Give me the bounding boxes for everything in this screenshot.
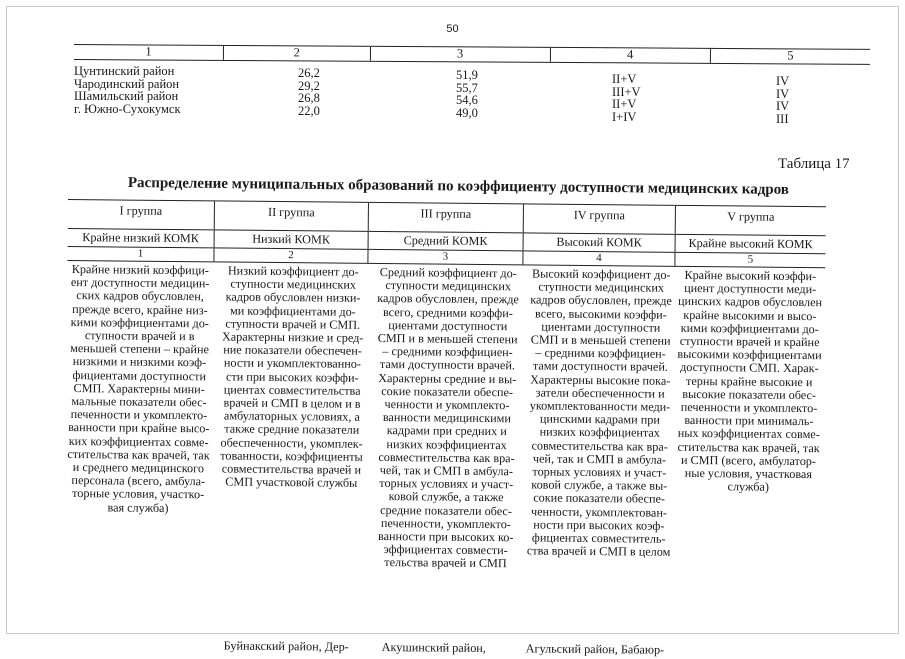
table-row-name: г. Южно-Сухокумск [74,101,181,116]
table-cell: IV [776,86,790,101]
description-group-1: Крайне низкий коэффици- ент доступности медицин- ских кадров обусловлен, прежде всего, крайне низ- кими коэффициентами до- ступности врачей и в меньшей степени – крайне низкими и низкими коэф- фициентами доступности СМП. Характерны мини- мальные показатели обес- печенности и укомплекто- ванности при крайне высо- ких коэффициентах совме- стительства как врачей, так и среднего медицинского персонала (всего, амбула- торные условия, участко- вая служба) [67,262,210,515]
table-cell: I+IV [612,109,637,124]
table-cell: 26,8 [298,91,320,105]
table-cell: III+V [612,84,641,99]
col-4-values [612,73,641,123]
level-header: Крайне низкий КОМК [82,230,199,246]
col-2-values [298,67,320,117]
header-col-2: 2 [223,46,369,61]
table-cell: 49,0 [456,105,478,120]
description-group-2: Низкий коэффициент до- ступности медицинских кадров обусловлен низки- ми коэффициентами до- ступности врачей и СМП. Характерны низкие и сред- ние показатели обеспечен- ности и укомплектованно- сти при высоких коэффи- циентах совместительства врачей и СМП в целом и в амбулаторных условиях, а также средние показатели обеспеченности, укомплек- тованности, коэффициенты совместительства врачей и СМП участковой службы [220,263,364,491]
column-number: 1 [137,247,144,260]
table-cell: IV [776,74,790,88]
table-row-name: Чародинский район [74,76,180,91]
table-cell: II+V [612,72,637,86]
districts-group-2: Буйнакский район, Дер- [223,638,349,654]
descriptions-area [64,261,826,658]
table-cell: 51,9 [456,68,478,82]
table-cell: 55,7 [456,80,478,95]
header-col-5: 5 [710,49,870,64]
header-col-3: 3 [369,47,549,62]
level-header: Высокий КОМК [523,233,675,251]
table-cell: 29,2 [298,78,320,93]
table-row-name: Цунтинский район [74,64,175,78]
column-number: 4 [522,251,674,265]
page-number: 50 [446,23,459,35]
col-5-values [776,75,789,125]
col-3-values [456,69,478,119]
group-header: II группа [214,201,368,230]
districts-group-3: Акушинский район, [381,640,486,656]
group-header: IV группа [523,204,675,233]
table-cell: II+V [612,97,637,111]
column-number: 5 [674,253,825,267]
description-group-5: Крайне высокий коэффи- циент доступности меди- цинских кадров обусловлен крайне высокими и высо- кими коэффициентами до- ступности врачей и крайне высокими коэффициентами доступности СМП. Харак- терны крайне высокие и высокие показатели обес- печенности и укомплекто- ванности при минималь- ных коэффициентах совме- стительства как врачей, так и СМП (всего, амбулатор- ные условия, участковая служба) [677,267,823,494]
description-group-3: Средний коэффициент до- ступности медицинских кадров обусловлен, прежде всего, средними коэффи- циентами доступности СМП и в меньшей степени – средними коэффициен- тами доступности врачей. Характерны средние и вы- сокие показатели обеспе- ченности и укомплекто- ванности медицинскими кадрами при средних и низких коэффициентах совместительства как вра- чей, так и СМП в амбула- торных условиях и участ- ковой службе, а также средние показатели обес- печенности, укомплекто- ванности при высоких ко- эффициентах совмести- тельства врачей и СМП [377,264,519,571]
continued-table [74,44,870,133]
table-row-name: Шамильский район [74,89,179,103]
continued-table-body [74,63,870,133]
table-cell: III [776,111,789,126]
level-header: Низкий КОМК [214,230,368,248]
table-cell: 54,6 [456,93,478,107]
table-cell: 26,2 [298,66,320,80]
header-col-1: 1 [145,44,152,59]
table-cell: 22,0 [298,103,320,118]
distribution-table [64,199,826,658]
group-header: III группа [368,203,523,232]
header-col-4: 4 [550,48,710,63]
table-label: Таблица 17 [778,156,850,172]
table-title: Распределение муниципальных образований по коэффициенту доступности медицинских кадров [127,175,789,198]
district-names [74,65,181,115]
level-header: Средний КОМК [368,232,523,250]
column-number: 3 [367,250,522,264]
continued-table-header [74,44,870,65]
table-cell: IV [776,99,790,113]
description-group-4: Высокий коэффициент до- ступности медицинских кадров обусловлен, прежде всего, высокими коэффи- циентами доступности СМП и в меньшей степени – средними коэффициен- тами доступности врачей. Характерны высокие пока- затели обеспеченности и укомплектованности меди- цинскими кадрами при низких коэффициентах совместительства как вра- чей, так и СМП в амбула- торных условиях и участ- ковой службе, а также вы- сокие показатели обеспе- ченности, укомплектован- ности при высоких коэф- фициентах совместитель- ства врачей и СМП в целом [526,266,672,560]
level-header: Крайне высокий КОМК [675,235,826,253]
districts-group-4: Агульский район, Бабаюр- [525,641,665,657]
group-header: I группа [119,203,163,218]
group-header: V группа [675,206,826,235]
column-number: 2 [213,248,367,262]
